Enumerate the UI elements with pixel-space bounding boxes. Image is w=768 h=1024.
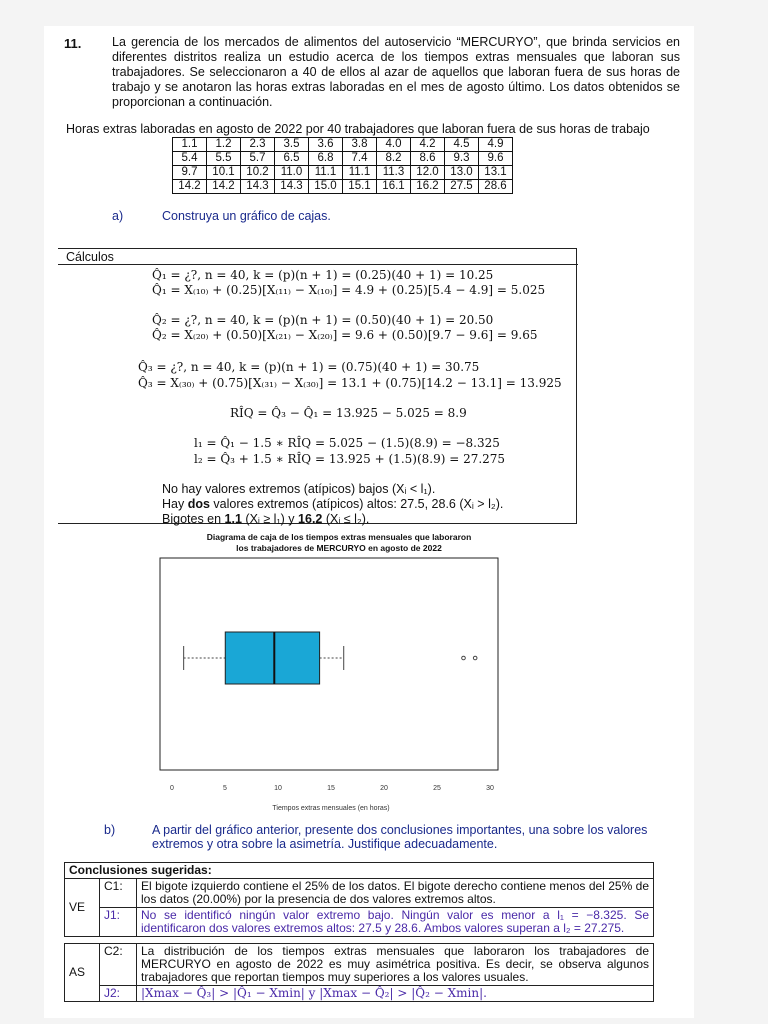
x-tick-label: 0 [170, 785, 174, 792]
table-cell: 3.5 [275, 138, 309, 152]
q3-line2: Q̂₃ = X₍₃₀₎ + (0.75)[X₍₃₁₎ − X₍₃₀₎] = 13.1 + (0.75)[14.2 − 13.1] = 13.925 [138, 376, 562, 390]
q1-line1: Q̂₁ = ¿?, n = 40, k = (p)(n + 1) = (0.25)(40 + 1) = 10.25 [152, 268, 494, 282]
j1-label: J1: [100, 908, 137, 937]
part-b-text: A partir del gráfico anterior, presente dos conclusiones importantes, una sobre los valores extremos y otra sobre la asimetría. Justifique adecuadamente. [152, 823, 648, 851]
calculations-title: Cálculos [66, 250, 114, 264]
table-row [173, 180, 513, 194]
table-row [173, 152, 513, 166]
x-tick-label: 25 [433, 785, 441, 792]
table-cell: 15.1 [343, 180, 377, 194]
table-cell: 28.6 [479, 180, 513, 194]
table-row [173, 166, 513, 180]
as-label: AS [65, 944, 100, 1002]
chart-title [134, 532, 544, 554]
question-number: 11. [64, 36, 82, 51]
table-cell: 4.0 [377, 138, 411, 152]
table-cell: 13.0 [445, 166, 479, 180]
table-cell: 9.7 [173, 166, 207, 180]
spacer-row [65, 937, 654, 944]
table-cell: 4.5 [445, 138, 479, 152]
c1-label: C1: [100, 879, 137, 908]
table-cell: 11.3 [377, 166, 411, 180]
table-cell: 5.7 [241, 152, 275, 166]
conclusions-table [64, 862, 654, 1002]
plot-frame [160, 558, 498, 770]
divider [58, 264, 578, 265]
ve-label: VE [65, 879, 100, 937]
chart-title-line-2: los trabajadores de MERCURYO en agosto de 2022 [236, 543, 442, 553]
table-cell: 6.8 [309, 152, 343, 166]
q2-line2: Q̂₂ = X₍₂₀₎ + (0.50)[X₍₂₁₎ − X₍₂₀₎] = 9.6 + (0.50)[9.7 − 9.6] = 9.65 [152, 328, 538, 342]
table-cell: 8.6 [411, 152, 445, 166]
j1-text: No se identificó ningún valor extremo bajo. Ningún valor es menor a l₁ = −8.325. Se identificaron dos valores extremos altos: 27.5 y 28.6. Ambos valores superan a l₂ = 27.275. [137, 908, 654, 937]
box-iqr [225, 632, 319, 684]
table-cell: 14.3 [241, 180, 275, 194]
table-cell: 9.3 [445, 152, 479, 166]
l1-line: l₁ = Q̂₁ − 1.5 ∗ RÎQ = 5.025 − (1.5)(8.9) = −8.325 [194, 436, 500, 450]
table-cell: 16.2 [411, 180, 445, 194]
x-tick-label: 20 [380, 785, 388, 792]
part-a-text: Construya un gráfico de cajas. [162, 209, 331, 223]
outlier-point [473, 656, 477, 660]
l2-line: l₂ = Q̂₃ + 1.5 ∗ RÎQ = 13.925 + (1.5)(8.9) = 27.275 [194, 452, 506, 466]
table-cell: 1.1 [173, 138, 207, 152]
c1-text: El bigote izquierdo contiene el 25% de los datos. El bigote derecho contiene menos del 25% de los datos (20.00%) por la presencia de dos valores extremos altos. [137, 879, 654, 908]
q3-line1: Q̂₃ = ¿?, n = 40, k = (p)(n + 1) = (0.75)(40 + 1) = 30.75 [138, 360, 480, 374]
table-cell: 12.0 [411, 166, 445, 180]
table-cell: 2.3 [241, 138, 275, 152]
table-cell: 1.2 [207, 138, 241, 152]
table-cell: 4.2 [411, 138, 445, 152]
table-cell: 14.2 [173, 180, 207, 194]
table-row [173, 138, 513, 152]
table-cell: 15.0 [309, 180, 343, 194]
question-text: La gerencia de los mercados de alimentos del autoservicio “MERCURYO”, que brinda servicios en diferentes distritos realiza un estudio acerca de los tiempos extras mensuales que laboran sus trabajadores. Se seleccionaron a 40 de ellos al azar de aquellos que laboran fuera de sus horas de trabajo y se anotaron las horas extras laboradas en el mes de agosto último. Los datos obtenidos se proporcionan a continuación. [112, 35, 680, 109]
x-axis-label: Tiempos extras mensuales (en horas) [272, 805, 390, 812]
table-cell: 5.4 [173, 152, 207, 166]
document-page [44, 26, 694, 1018]
table-cell: 9.6 [479, 152, 513, 166]
chart-title-line-1: Diagrama de caja de los tiempos extras mensuales que laboraron [206, 532, 472, 542]
x-tick-label: 10 [274, 785, 282, 792]
table-cell: 10.1 [207, 166, 241, 180]
table-cell: 13.1 [479, 166, 513, 180]
calc-conclusion-1: No hay valores extremos (atípicos) bajos (Xᵢ < l₁). [162, 482, 436, 496]
table-cell: 14.2 [207, 180, 241, 194]
calc-conclusion-3: Bigotes en 1.1 (Xᵢ ≥ l₁) y 16.2 (Xᵢ ≤ l₂). [162, 512, 370, 526]
x-tick-label: 30 [486, 785, 494, 792]
j2-label: J2: [100, 986, 137, 1002]
table-cell: 6.5 [275, 152, 309, 166]
table-cell: 11.1 [343, 166, 377, 180]
conclusions-header: Conclusiones sugeridas: [65, 863, 654, 879]
table-cell: 14.3 [275, 180, 309, 194]
part-a-letter: a) [112, 209, 124, 223]
table-cell: 10.2 [241, 166, 275, 180]
table-cell: 7.4 [343, 152, 377, 166]
outlier-point [462, 656, 466, 660]
table-caption: Horas extras laboradas en agosto de 2022 por 40 trabajadores que laboran fuera de sus horas de trabajo [66, 122, 650, 136]
table-cell: 3.8 [343, 138, 377, 152]
part-b-letter: b) [104, 823, 116, 837]
c2-label: C2: [100, 944, 137, 986]
table-cell: 3.6 [309, 138, 343, 152]
table-cell: 8.2 [377, 152, 411, 166]
j2-text: |Xmax − Q̂₃| > |Q̂₁ − Xmin| y |Xmax − Q̂₂| > |Q̂₂ − Xmin|. [137, 986, 654, 1002]
data-table [172, 137, 513, 194]
x-tick-label: 5 [223, 785, 227, 792]
calc-conclusion-2: Hay dos valores extremos (atípicos) altos: 27.5, 28.6 (Xᵢ > l₂). [162, 497, 504, 511]
table-cell: 11.1 [309, 166, 343, 180]
q1-line2: Q̂₁ = X₍₁₀₎ + (0.25)[X₍₁₁₎ − X₍₁₀₎] = 4.9 + (0.25)[5.4 − 4.9] = 5.025 [152, 283, 546, 297]
x-tick-label: 15 [327, 785, 335, 792]
table-cell: 11.0 [275, 166, 309, 180]
table-cell: 27.5 [445, 180, 479, 194]
table-cell: 4.9 [479, 138, 513, 152]
table-cell: 16.1 [377, 180, 411, 194]
table-cell: 5.5 [207, 152, 241, 166]
q2-line1: Q̂₂ = ¿?, n = 40, k = (p)(n + 1) = (0.50)(40 + 1) = 20.50 [152, 313, 494, 327]
c2-text: La distribución de los tiempos extras mensuales que laboraron los trabajadores de MERCURYO en agosto de 2022 es muy asimétrica positiva. Es decir, se observa algunos trabajadores que reportan tiempos muy superiores a los valores usuales. [137, 944, 654, 986]
riq-line: RÎQ = Q̂₃ − Q̂₁ = 13.925 − 5.025 = 8.9 [230, 406, 467, 420]
boxplot-chart [154, 554, 504, 812]
